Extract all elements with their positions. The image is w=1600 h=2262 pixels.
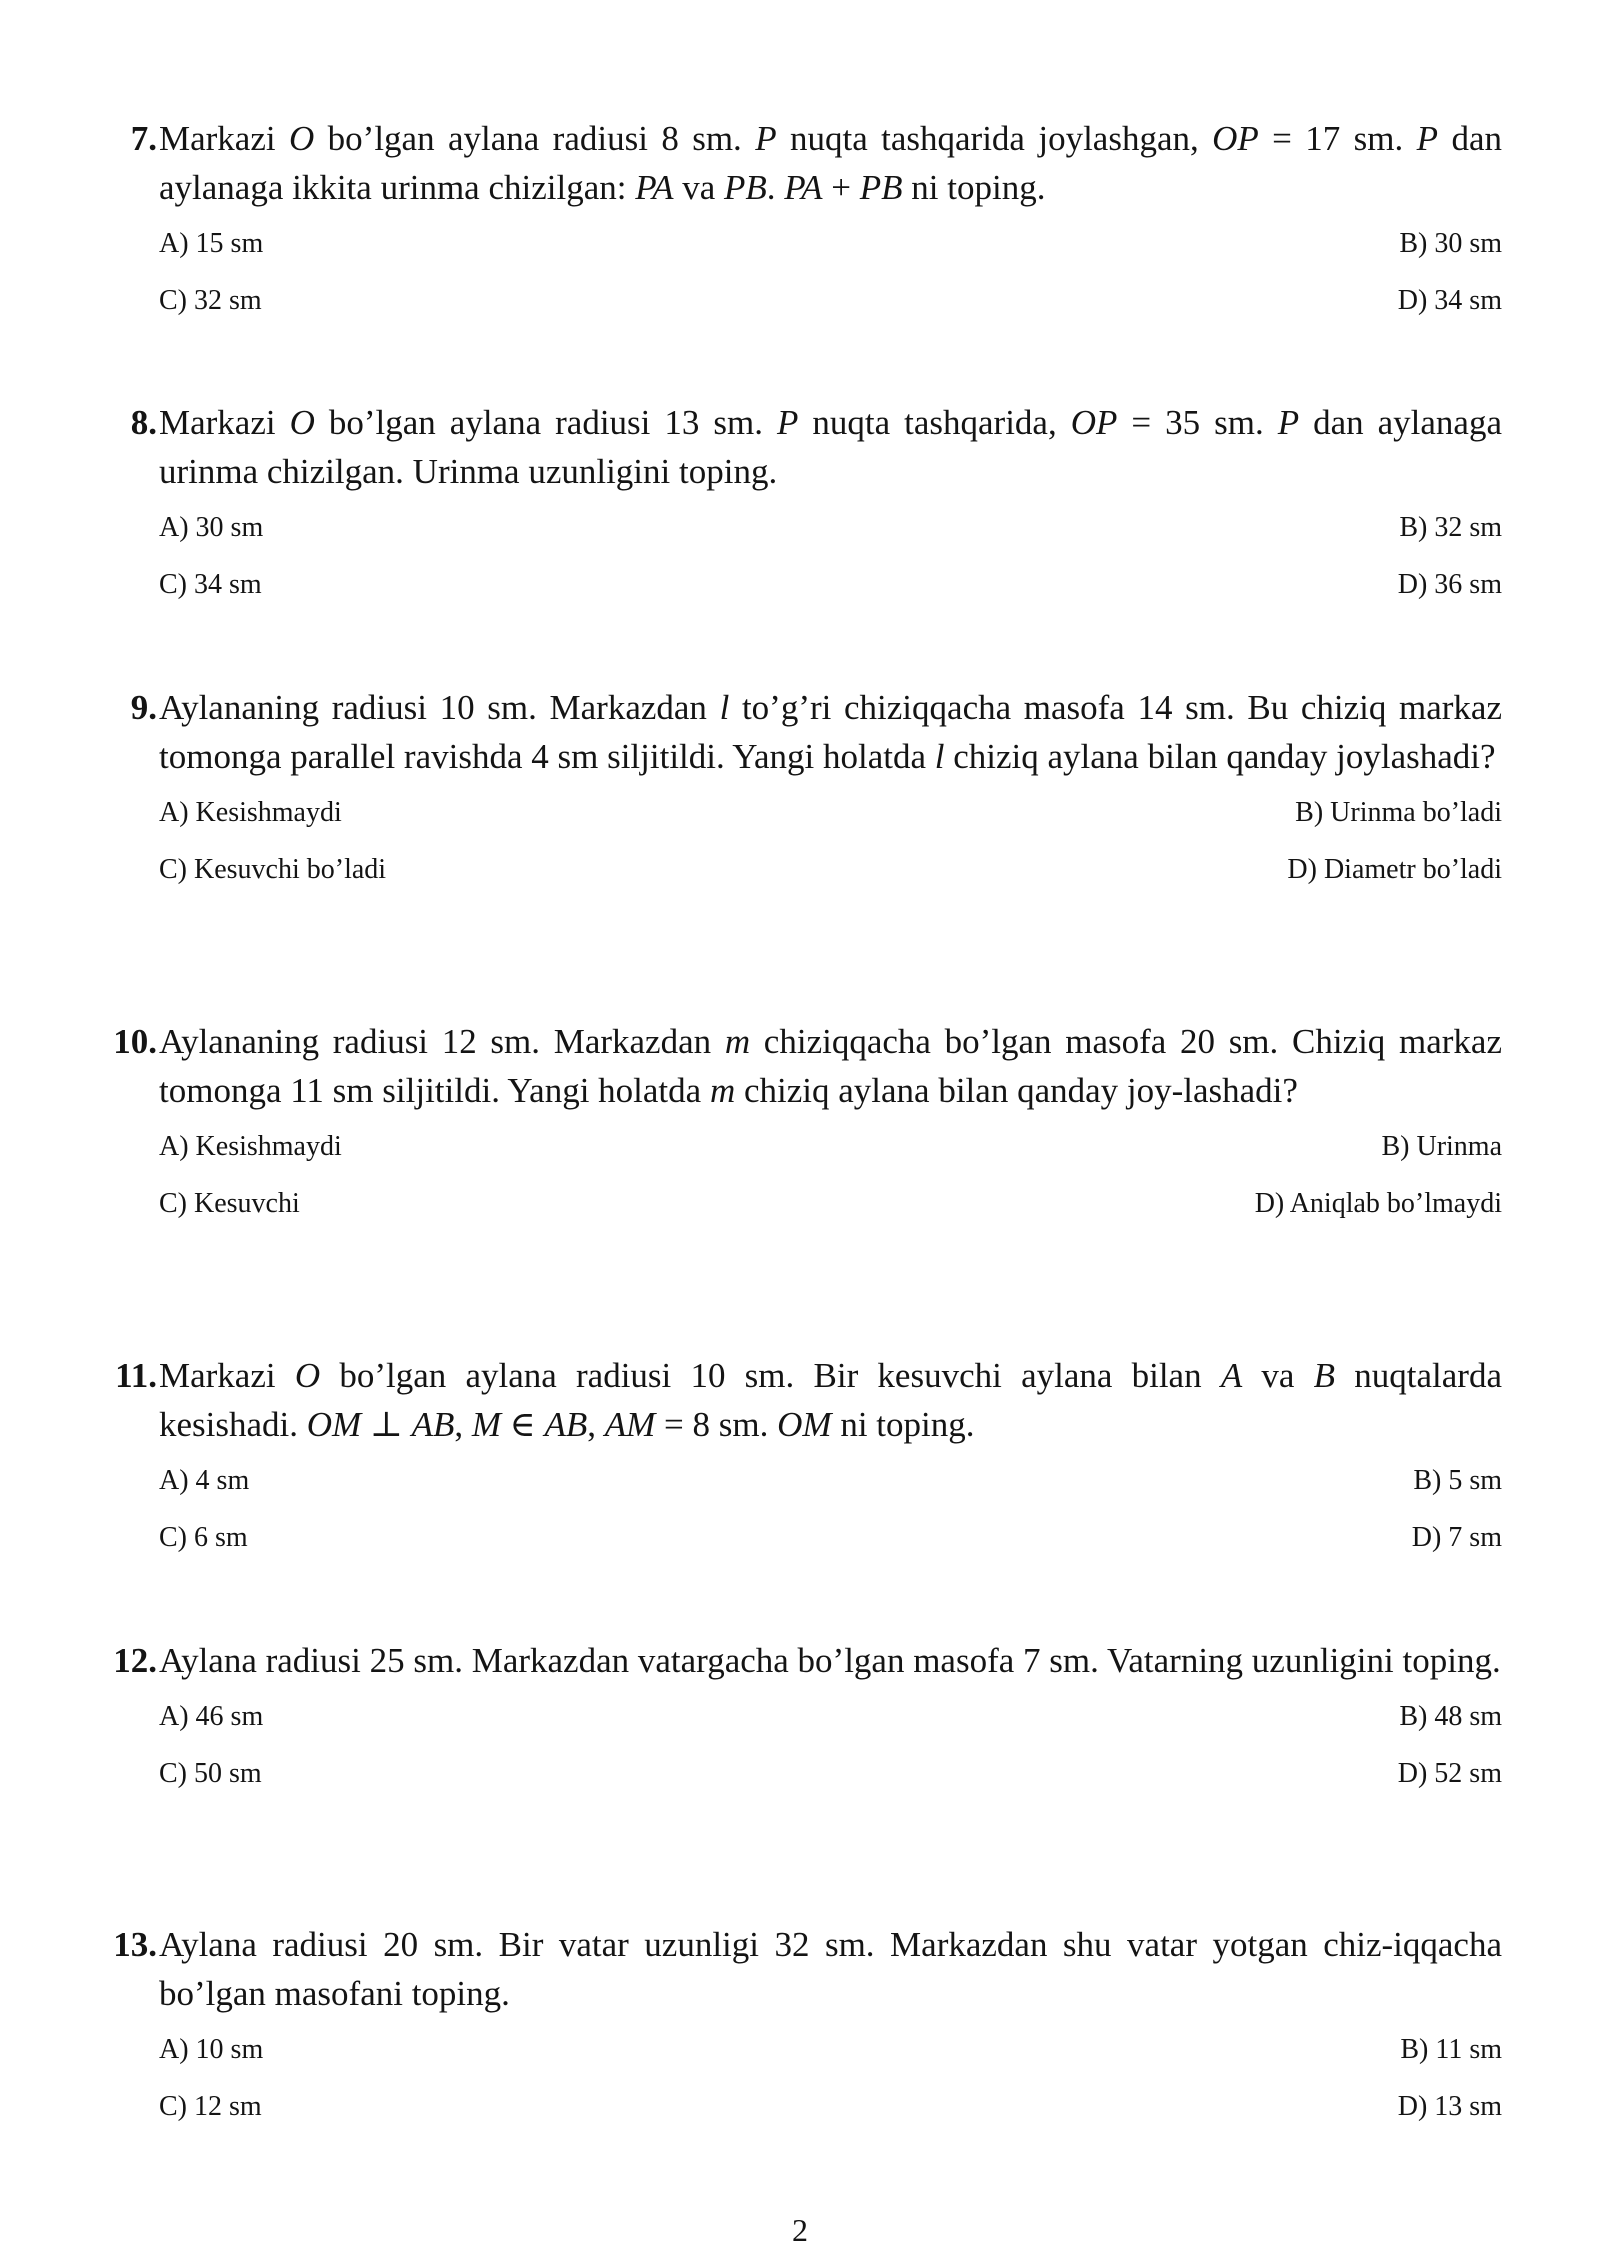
math-variable: M bbox=[471, 1405, 502, 1444]
answer-options bbox=[159, 1699, 1502, 1791]
problem-text: Aylananing radiusi 12 sm. Markazdan m chiziqqacha bo’lgan masofa 20 sm. Chiziq markaz tomonga 11 sm siljitildi. Yangi holatda m chiziq aylana bilan qanday joy-lashadi? bbox=[159, 1022, 1502, 1110]
problem-11 bbox=[112, 1351, 1502, 1555]
problem-9 bbox=[112, 683, 1502, 887]
problem-8 bbox=[112, 398, 1502, 602]
problem-number: 10. bbox=[113, 1022, 157, 1061]
answer-options bbox=[159, 1129, 1502, 1221]
option-a[interactable]: A) 30 sm bbox=[159, 512, 264, 543]
option-b[interactable]: B) Urinma bbox=[1381, 1131, 1502, 1162]
problem-text: Markazi O bo’lgan aylana radiusi 8 sm. P nuqta tashqarida joylashgan, OP = 17 sm. P dan aylanaga ikkita urinma chizilgan: PA va PB. PA + PB ni toping. bbox=[159, 119, 1502, 207]
option-d[interactable]: D) 7 sm bbox=[1411, 1522, 1502, 1553]
option-b[interactable]: B) Urinma bo’ladi bbox=[1295, 797, 1502, 828]
math-variable: O bbox=[289, 119, 315, 158]
math-variable: PB bbox=[724, 168, 767, 207]
math-variable: P bbox=[1416, 119, 1439, 158]
problem-10 bbox=[112, 1017, 1502, 1221]
math-variable: P bbox=[755, 119, 777, 158]
math-variable: O bbox=[294, 1356, 321, 1395]
answer-options bbox=[159, 510, 1502, 602]
problem-number: 12. bbox=[113, 1641, 157, 1680]
math-variable: AM bbox=[604, 1405, 656, 1444]
math-variable: OM bbox=[777, 1405, 832, 1444]
option-d[interactable]: D) 13 sm bbox=[1397, 2091, 1502, 2122]
option-d[interactable]: D) 52 sm bbox=[1397, 1758, 1502, 1789]
math-variable: l bbox=[719, 688, 730, 727]
math-variable: B bbox=[1313, 1356, 1336, 1395]
problem-number: 9. bbox=[130, 688, 157, 727]
option-c[interactable]: C) 50 sm bbox=[159, 1758, 262, 1789]
math-variable: PA bbox=[784, 168, 823, 207]
math-variable: AB bbox=[544, 1405, 588, 1444]
math-variable: m bbox=[724, 1022, 751, 1061]
math-variable: P bbox=[1277, 403, 1300, 442]
option-d[interactable]: D) 36 sm bbox=[1397, 569, 1502, 600]
math-variable: m bbox=[709, 1071, 736, 1110]
problem-7 bbox=[112, 114, 1502, 318]
option-a[interactable]: A) 46 sm bbox=[159, 1701, 264, 1732]
problem-text: Markazi O bo’lgan aylana radiusi 13 sm. P nuqta tashqarida, OP = 35 sm. P dan aylanaga urinma chizilgan. Urinma uzunligini toping. bbox=[159, 403, 1502, 491]
problem-number: 11. bbox=[115, 1356, 157, 1395]
option-b[interactable]: B) 30 sm bbox=[1399, 228, 1502, 259]
math-variable: P bbox=[776, 403, 799, 442]
math-variable: AB bbox=[411, 1405, 455, 1444]
math-variable: A bbox=[1220, 1356, 1243, 1395]
option-b[interactable]: B) 32 sm bbox=[1399, 512, 1502, 543]
math-variable: PB bbox=[859, 168, 903, 207]
option-c[interactable]: C) 12 sm bbox=[159, 2091, 262, 2122]
problem-text: Aylana radiusi 25 sm. Markazdan vatargacha bo’lgan masofa 7 sm. Vatarning uzunligini toping. bbox=[159, 1641, 1501, 1680]
problem-text: Markazi O bo’lgan aylana radiusi 10 sm. Bir kesuvchi aylana bilan A va B nuqtalarda kesishadi. OM ⊥ AB, M ∈ AB, AM = 8 sm. OM ni toping. bbox=[159, 1356, 1502, 1444]
problem-12 bbox=[112, 1636, 1502, 1791]
option-a[interactable]: A) 4 sm bbox=[159, 1465, 250, 1496]
answer-options bbox=[159, 2032, 1502, 2124]
option-d[interactable]: D) 34 sm bbox=[1397, 285, 1502, 316]
problem-13 bbox=[112, 1920, 1502, 2124]
option-c[interactable]: C) 6 sm bbox=[159, 1522, 248, 1553]
option-c[interactable]: C) 34 sm bbox=[159, 569, 262, 600]
option-c[interactable]: C) Kesuvchi bbox=[159, 1188, 300, 1219]
problem-number: 8. bbox=[130, 403, 157, 442]
option-d[interactable]: D) Diametr bo’ladi bbox=[1287, 854, 1502, 885]
page-number: 2 bbox=[792, 2212, 808, 2248]
option-c[interactable]: C) Kesuvchi bo’ladi bbox=[159, 854, 387, 885]
math-variable: l bbox=[934, 737, 945, 776]
option-b[interactable]: B) 11 sm bbox=[1400, 2034, 1502, 2065]
option-a[interactable]: A) 10 sm bbox=[159, 2034, 264, 2065]
math-variable: OP bbox=[1212, 119, 1259, 158]
answer-options bbox=[159, 1463, 1502, 1555]
option-b[interactable]: B) 48 sm bbox=[1399, 1701, 1502, 1732]
option-a[interactable]: A) Kesishmaydi bbox=[159, 1131, 342, 1162]
option-d[interactable]: D) Aniqlab bo’lmaydi bbox=[1254, 1188, 1502, 1219]
option-c[interactable]: C) 32 sm bbox=[159, 285, 262, 316]
math-variable: O bbox=[289, 403, 315, 442]
problem-number: 13. bbox=[113, 1925, 157, 1964]
answer-options bbox=[159, 795, 1502, 887]
option-a[interactable]: A) Kesishmaydi bbox=[159, 797, 342, 828]
problem-number: 7. bbox=[130, 119, 157, 158]
math-variable: OP bbox=[1070, 403, 1118, 442]
option-a[interactable]: A) 15 sm bbox=[159, 228, 264, 259]
math-variable: PA bbox=[635, 168, 674, 207]
problem-text: Aylananing radiusi 10 sm. Markazdan l to’g’ri chiziqqacha masofa 14 sm. Bu chiziq markaz tomonga parallel ravishda 4 sm siljitildi. Yangi holatda l chiziq aylana bilan qanday joylashadi? bbox=[159, 688, 1503, 776]
option-b[interactable]: B) 5 sm bbox=[1413, 1465, 1502, 1496]
math-variable: OM bbox=[306, 1405, 362, 1444]
answer-options bbox=[159, 226, 1502, 318]
problem-text: Aylana radiusi 20 sm. Bir vatar uzunligi 32 sm. Markazdan shu vatar yotgan chiz-iqqacha bo’lgan masofani toping. bbox=[159, 1925, 1502, 2013]
